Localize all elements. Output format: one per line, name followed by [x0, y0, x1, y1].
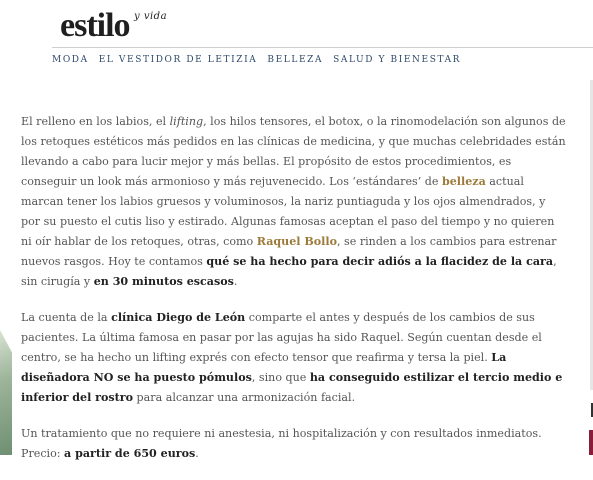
bold-text: en 30 minutos escasos: [93, 275, 234, 288]
bold-text: ha conseguido estilizar el tercio medio e inferior del rostro: [21, 371, 563, 404]
text-span: , sin cirugía y: [21, 255, 557, 288]
text-span: , los hilos tensores, el botox, o la rinomodelación son algunos de los retoques estéticos más pedidos en las clínicas de medicina, y que muchas celebridades están llevando a cabo para lucir mejor y más bellas. El propósito de estos procedimientos, es conseguir un look más armonioso y más rejuvenecido. Los ‘estándares’ de: [21, 115, 566, 188]
link-belleza[interactable]: belleza: [441, 175, 486, 188]
link-raquel-bollo[interactable]: Raquel Bollo: [256, 235, 337, 248]
article-paragraph-1: [21, 112, 567, 292]
article-paragraph-3: [21, 424, 567, 464]
bold-text: a partir de 650 euros: [64, 447, 196, 460]
bold-text: clínica Diego de León: [111, 311, 246, 324]
text-span: Un tratamiento que no requiere ni anestesia, ni hospitalización y con resultados inmediatos. Precio:: [21, 427, 542, 460]
bold-text: La diseñadora NO se ha puesto pómulos: [21, 351, 507, 384]
italic-term: lifting: [169, 115, 204, 128]
left-decorative-image: [0, 330, 12, 455]
text-span: .: [233, 275, 238, 288]
site-logo[interactable]: [60, 7, 180, 47]
article-body: [21, 112, 567, 480]
right-edge-thumbnail[interactable]: [589, 430, 593, 455]
text-span: actual marcan tener los labios gruesos y voluminosos, la nariz puntiaguda y los ojos almendrados, y por su puesto el cutis liso y estirado. Algunas famosas aceptan el paso del tiempo y no quieren ni oír hablar de los retoques, otras, como: [21, 175, 555, 248]
nav-divider: [52, 47, 593, 48]
text-span: El relleno en los labios, el: [21, 115, 170, 128]
site-header: [52, 0, 593, 80]
nav-item-el-vestidor-de-letizia[interactable]: EL VESTIDOR DE LETIZIA: [98, 55, 258, 65]
text-span: , sino que: [251, 371, 310, 384]
text-span: La cuenta de la: [21, 311, 112, 324]
logo-word: estilo: [60, 7, 130, 44]
text-span: comparte el antes y después de los cambios de sus pacientes. La última famosa en pasar por las agujas ha sido Raquel. Según cuentan desde el centro, se ha hecho un lifting exprés con efecto tensor que reafirma y tersa la piel.: [21, 311, 542, 364]
text-span: para alcanzar una armonización facial.: [133, 391, 356, 404]
article-paragraph-2: [21, 308, 567, 408]
nav-item-moda[interactable]: MODA: [52, 55, 89, 65]
text-span: .: [195, 447, 199, 460]
nav-item-salud-y-bienestar[interactable]: SALUD Y BIENESTAR: [333, 55, 462, 65]
logo-subtitle: y vida: [134, 11, 168, 22]
bold-text: qué se ha hecho para decir adiós a la flacidez de la cara: [206, 255, 554, 268]
left-edge-panel: [0, 0, 12, 455]
main-nav: [52, 55, 461, 65]
nav-item-belleza[interactable]: BELLEZA: [267, 55, 324, 65]
text-span: , se rinden a los cambios para estrenar nuevos rasgos. Hoy te contamos: [21, 235, 557, 268]
